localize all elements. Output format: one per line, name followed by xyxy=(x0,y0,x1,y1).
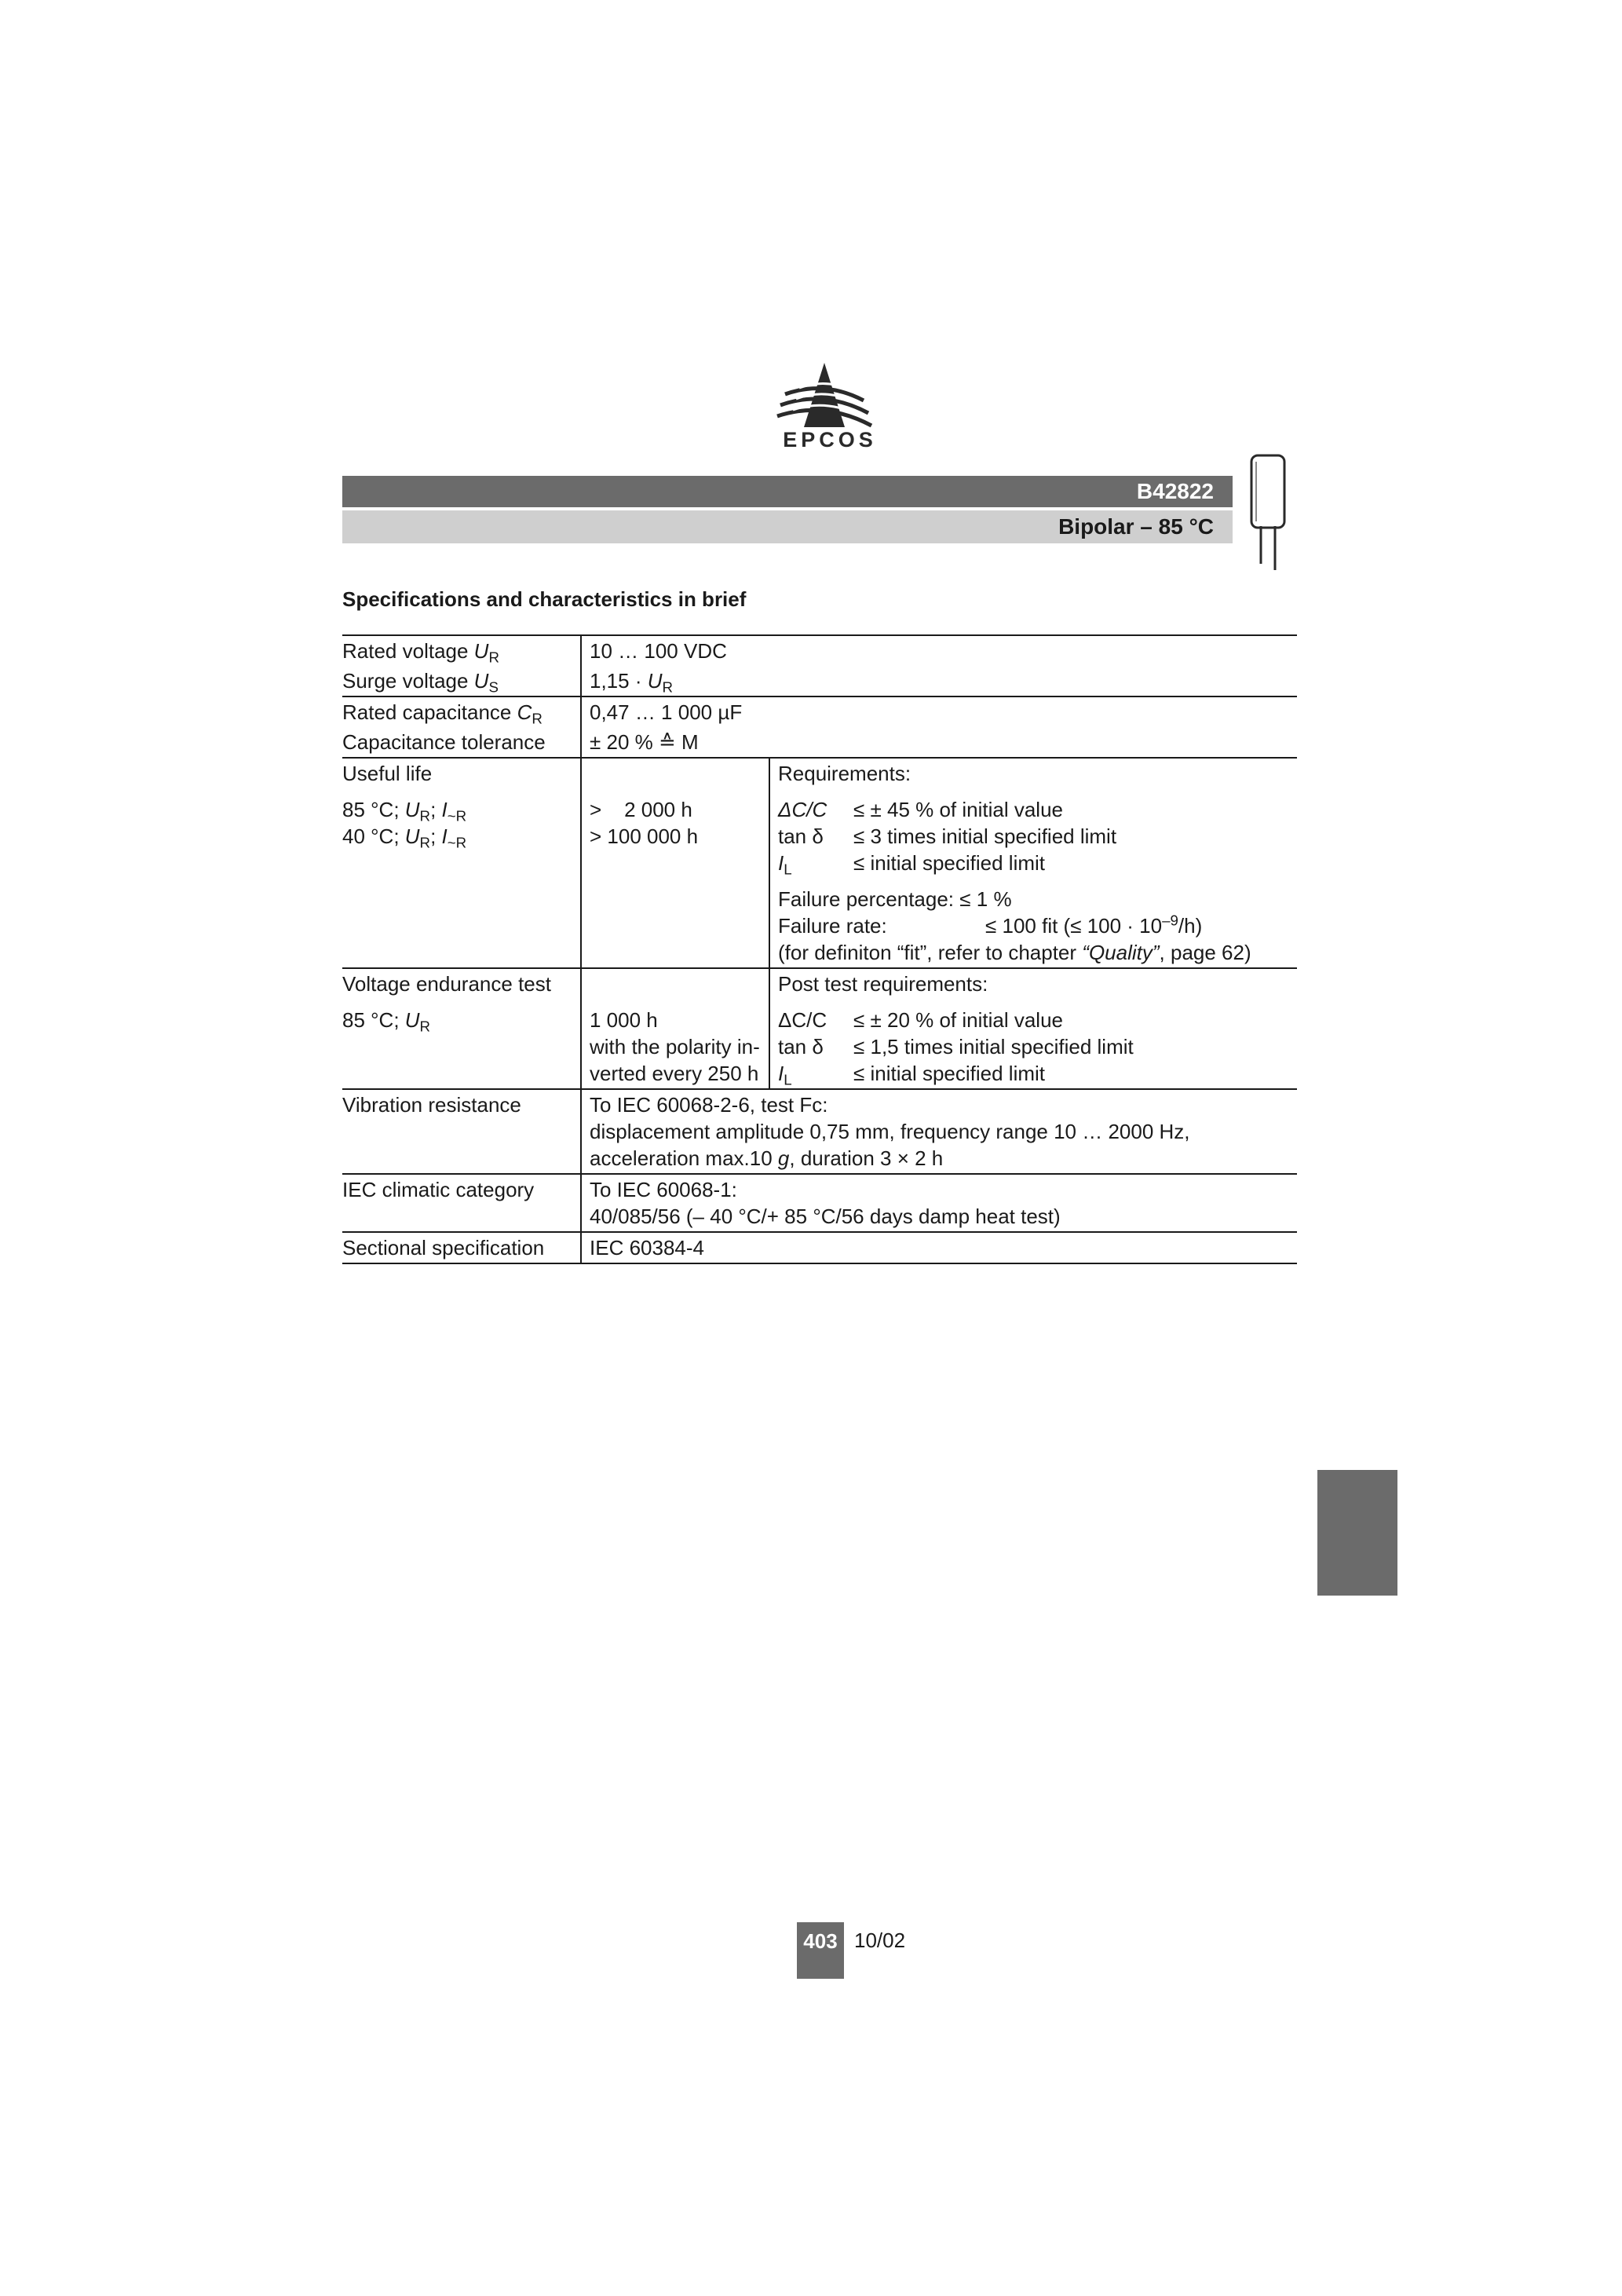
useful-life-condition-1: 85 °C; $U_R$; $I_{\sim R}$ xyxy=(342,798,467,824)
product-code-bar: B42822 xyxy=(342,476,1233,507)
capacitance-tolerance-value: ± 20 % ≙ M xyxy=(581,727,1297,758)
surge-voltage-value: $1,15 \cdot U_R$ xyxy=(581,666,1297,696)
capacitor-icon xyxy=(1248,454,1292,572)
table-row xyxy=(342,696,1297,727)
voltage-endurance-label: Voltage endurance test 85 °C; $U_R$ xyxy=(342,968,581,1089)
section-heading: Specifications and characteristics in brief xyxy=(342,587,747,611)
rated-voltage-label: Rated voltage $U_R$ xyxy=(342,635,581,666)
table-row xyxy=(342,666,1297,696)
date-code: 10/02 xyxy=(854,1929,906,1952)
voltage-endurance-duration: 1 000 h with the polarity in- verted every 250 h xyxy=(581,968,769,1089)
vibration-value: To IEC 60068-2-6, test Fc: displacement amplitude 0,75 mm, frequency range 10 … 2000 Hz, acceleration max.10 g, duration 3 × 2 h xyxy=(581,1089,1297,1174)
surge-voltage-label: Surge voltage $U_S$ xyxy=(342,669,499,696)
voltage-endurance-requirements: Post test requirements: ΔC/C ≤ ± 20 % of initial value tan δ ≤ 1,5 times initial specified limit $I_L$ ≤ initial specified limit xyxy=(769,968,1297,1089)
table-row xyxy=(342,758,1297,968)
rated-capacitance-value: 0,47 … 1 000 µF xyxy=(581,696,1297,727)
chapter-side-tab xyxy=(1317,1470,1397,1596)
iec-climatic-label: IEC climatic category xyxy=(342,1174,581,1232)
table-row xyxy=(342,1089,1297,1174)
rated-voltage-value: 10 … 100 VDC xyxy=(581,635,1297,666)
table-row xyxy=(342,1174,1297,1232)
table-row xyxy=(342,1232,1297,1263)
sectional-label: Sectional specification xyxy=(342,1232,581,1263)
useful-life-requirements: Requirements: ΔC/C ≤ ± 45 % of initial value tan δ ≤ 3 times initial specified limit $I_L$ ≤ initial specified limit Failure percentage: ≤ 1 % Failure rate: ≤ 100 fit (≤ $100 \cdot 10^{-9}/h$) (for definiton “fit”, refer to chapter “Quality”, page 62) xyxy=(769,758,1297,968)
table-row xyxy=(342,968,1297,1089)
logo-wordmark: EPCOS xyxy=(783,428,877,452)
spec-table xyxy=(342,634,1297,1264)
sectional-value: IEC 60384-4 xyxy=(581,1232,1297,1263)
capacitance-tolerance-label: Capacitance tolerance xyxy=(342,730,546,754)
useful-life-condition-2: 40 °C; $U_R$; $I_{\sim R}$ xyxy=(342,824,467,851)
table-row xyxy=(342,635,1297,666)
vibration-label: Vibration resistance xyxy=(342,1089,581,1174)
useful-life-durations: > 2 000 h > 100 000 h xyxy=(581,758,769,968)
page-number: 403 xyxy=(797,1922,844,1979)
useful-life-label: Useful life 85 °C; $U_R$; $I_{\sim R}$ 40 °C; $U_R$; $I_{\sim R}$ xyxy=(342,758,581,968)
product-subtitle-bar: Bipolar – 85 °C xyxy=(342,510,1233,543)
epcos-logo-icon xyxy=(769,361,879,432)
rated-capacitance-label: Rated capacitance $C_R$ xyxy=(342,696,581,727)
table-row xyxy=(342,727,1297,758)
iec-climatic-value: To IEC 60068-1: 40/085/56 (– 40 °C/+ 85 °C/56 days damp heat test) xyxy=(581,1174,1297,1232)
